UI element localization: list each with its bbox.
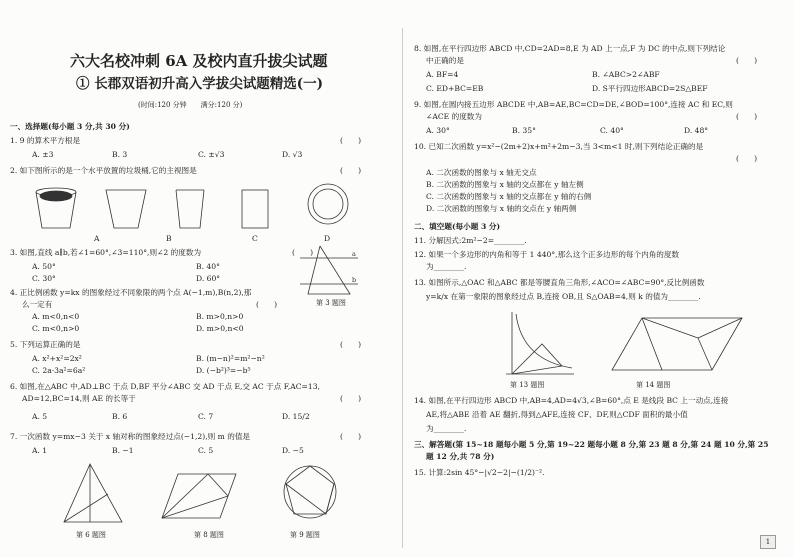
q7-text: 7. 一次函数 y=mx−3 关于 x 轴对称的图象经过点(−1,2),则 m 的值是 <box>10 432 251 441</box>
q3-figure-caption: 第 3 题图 <box>316 299 346 307</box>
q9-option-b: B. 35° <box>512 126 536 135</box>
q5-option-b: B. (m−n)²=m²−n² <box>196 354 265 363</box>
exam-subtitle: ① 长郡双语初升高入学拔尖试题精选(一) <box>76 76 323 92</box>
q6-text-line2: AD=12,BC=14,则 AE 的长等于 <box>22 394 136 403</box>
q9-option-c: C. 40° <box>600 126 624 135</box>
q14-text-line1: 14. 如图,在平行四边形 ABCD 中,AB=4,AD=4√3,∠B=60°,点 E 是线段 BC 上一动点,连接 <box>414 396 729 405</box>
q5-option-a: A. x²+x²=2x² <box>32 354 82 363</box>
q10-option-d: D. 二次函数的图象与 x 轴的交点在 y 轴两侧 <box>426 204 577 213</box>
fig14-parallelogram <box>612 318 742 370</box>
q2-paren: ( ) <box>340 166 362 175</box>
option-b-shape <box>176 190 204 228</box>
q8-text-line1: 8. 如图,在平行四边形 ABCD 中,CD=2AD=8,E 为 AD 上一点,F 为 DC 的中点,则下列结论 <box>414 44 726 53</box>
q3-text: 3. 如图,直线 a∥b,若∠1=60°,∠3=110°,则∠2 的度数为 <box>10 248 202 257</box>
q9-paren: ( ) <box>736 112 758 121</box>
section-3-heading-line2: 题 12 分,共 78 分) <box>426 452 495 461</box>
q1-option-c: C. ±√3 <box>198 150 225 159</box>
q2-label-c: C <box>252 234 258 243</box>
fig13-triangles <box>512 344 562 374</box>
fig6-caption: 第 6 题图 <box>76 531 106 539</box>
fig8-line-be <box>162 474 208 518</box>
q15-text: 15. 计算:2sin 45°−|√2−2|−(1/2)⁻². <box>414 468 545 477</box>
q3-option-b: B. 40° <box>196 262 220 271</box>
q7-option-a: A. 1 <box>32 446 48 455</box>
triangle-shape <box>308 246 350 294</box>
fig8-parallelogram <box>162 474 236 518</box>
q2-label-d: D <box>324 234 331 243</box>
q8-text-line2: 中正确的是 <box>426 56 464 65</box>
fig14-caption: 第 14 题图 <box>636 381 671 389</box>
fig14-line-fd <box>698 318 742 338</box>
q7-option-b: B. −1 <box>112 446 134 455</box>
q8-option-c: C. ED+BC=EB <box>426 84 484 93</box>
q8-paren: ( ) <box>736 56 758 65</box>
q3-figure <box>300 244 360 300</box>
q4-option-c: C. m<0,n>0 <box>32 324 80 333</box>
label-b: b <box>352 276 357 284</box>
fig9-line-ac <box>286 484 326 514</box>
exam-meta: (时间:120 分钟 满分:120 分) <box>138 101 243 109</box>
q1-paren: ( ) <box>340 136 362 145</box>
q9-text-line2: ∠ACE 的度数为 <box>426 112 482 121</box>
q6-option-a: A. 5 <box>32 412 48 421</box>
q9-option-d: D. 48° <box>684 126 709 135</box>
column-divider <box>402 28 403 548</box>
q13-text-line1: 13. 如图所示,△OAC 和△ABC 都是等腰直角三角形,∠ACO=∠ABC=90°,反比例函数 <box>414 278 705 287</box>
q7-paren: ( ) <box>340 432 362 441</box>
q5-option-d: D. (−b²)³=−b⁵ <box>196 366 251 375</box>
q3-option-d: D. 60° <box>196 274 221 283</box>
exam-title: 六大名校冲刺 6A 及校内直升拔尖试题 <box>70 52 328 70</box>
q5-text: 5. 下列运算正确的是 <box>10 340 81 349</box>
fig8-line-ef <box>208 474 228 496</box>
q4-text-line2: 么一定有 <box>22 300 53 309</box>
q10-text: 10. 已知二次函数 y=x²−(2m+2)x+m²+2m−3,当 3<m<1 时,则下列结论正确的是 <box>414 142 704 151</box>
q1-option-d: D. √3 <box>282 150 303 159</box>
fig14-line-ae <box>642 318 662 370</box>
fig14-line-af <box>642 318 698 338</box>
q4-option-b: B. m>0,n>0 <box>196 312 244 321</box>
q2-label-b: B <box>166 234 172 243</box>
q4-option-a: A. m<0,n<0 <box>32 312 80 321</box>
q14-text-line3: 为________. <box>426 424 467 433</box>
option-c-shape <box>242 190 268 228</box>
fig14-line-fc <box>698 338 712 370</box>
q12-text-line2: 为________. <box>426 262 467 271</box>
q8-option-a: A. BF=4 <box>426 70 459 79</box>
q1-option-b: B. 3 <box>112 150 128 159</box>
q7-option-c: C. 5 <box>198 446 214 455</box>
q2-label-a: A <box>94 234 100 243</box>
q9-text-line1: 9. 如图,在圆内接五边形 ABCDE 中,AB=AE,BC=CD=DE,∠BOD=100°,连接 AC 和 EC,则 <box>414 100 733 109</box>
section-3-heading-line1: 三、解答题(第 15~18 题每小题 5 分,第 19~22 题每小题 8 分,第 23 题 8 分,第 24 题 10 分,第 25 <box>414 440 769 449</box>
q2-figures <box>30 182 370 234</box>
q12-text-line1: 12. 如果一个多边形的内角和等于 1 440°,那么这个正多边形的每个内角的度数 <box>414 250 680 259</box>
q13-text-line2: y=k/x 在第一象限的图象经过点 B,连接 OB,且 S△OAB=4,则 k 的值为________. <box>426 292 701 301</box>
q14-text-line2: AE,将△ABE 沿着 AE 翻折,得到△AFE,连接 CF、DF,则△CDF 面积的最小值 <box>426 410 688 419</box>
option-d-inner-circle <box>313 189 343 219</box>
q5-option-c: C. 2a·3a²=6a² <box>32 366 86 375</box>
q6-option-c: C. 7 <box>198 412 214 421</box>
fig13-hyperbola <box>516 314 572 368</box>
q11-text: 11. 分解因式:2m²−2=________. <box>414 236 527 245</box>
q7-option-d: D. −5 <box>282 446 304 455</box>
q4-paren: ( ) <box>256 300 278 309</box>
fig13-caption: 第 13 题图 <box>510 381 545 389</box>
q10-option-c: C. 二次函数的图象与 x 轴的交点都在 y 轴的右侧 <box>426 192 592 201</box>
fig8-line-bf <box>162 496 228 518</box>
fig8-caption: 第 8 题图 <box>194 531 224 539</box>
q13-q14-figures <box>502 308 762 380</box>
q8-option-b: B. ∠ABC>2∠ABF <box>592 70 660 79</box>
q9-option-a: A. 30° <box>426 126 450 135</box>
q4-option-d: D. m>0,n<0 <box>196 324 244 333</box>
q5-paren: ( ) <box>340 340 362 349</box>
q3-paren: ( ) <box>292 248 314 257</box>
q6-option-d: D. 15/2 <box>282 412 310 421</box>
section-2-heading: 二、填空题(每小题 3 分) <box>414 222 501 231</box>
fig9-caption: 第 9 题图 <box>290 531 320 539</box>
q1-text: 1. 9 的算术平方根是 <box>10 136 81 145</box>
q3-option-c: C. 30° <box>32 274 56 283</box>
section-1-heading: 一、选择题(每小题 3 分,共 30 分) <box>10 122 130 131</box>
bottom-figures <box>60 460 360 530</box>
q3-option-a: A. 50° <box>32 262 56 271</box>
fig9-circle <box>284 466 336 518</box>
label-a: a <box>352 250 356 258</box>
q6-text-line1: 6. 如图,在△ABC 中,AD⊥BC 于点 D,BF 平分∠ABC 交 AD 于点 E,交 AC 于点 F,AC=13, <box>10 382 320 391</box>
bucket-inside-shape <box>40 191 72 201</box>
option-a-shape <box>106 190 146 228</box>
q8-option-d: D. S平行四边形ABCD=2S△BEF <box>592 84 708 93</box>
option-d-outer-circle <box>308 184 348 224</box>
fig9-pentagon <box>286 466 334 514</box>
fig6-triangle <box>64 464 122 522</box>
q6-option-b: B. 6 <box>112 412 128 421</box>
q10-option-a: A. 二次函数的图象与 x 轴无交点 <box>426 168 537 177</box>
q10-paren: ( ) <box>736 154 758 163</box>
q4-text-line1: 4. 正比例函数 y=kx 的图象经过不同象限的两个点 A(−1,m),B(n,2),那 <box>10 288 252 297</box>
q10-option-b: B. 二次函数的图象与 x 轴的交点都在 y 轴左侧 <box>426 180 584 189</box>
q6-paren: ( ) <box>340 394 362 403</box>
fig9-line-ec <box>326 484 334 514</box>
page-number: 1 <box>760 535 776 549</box>
q1-option-a: A. ±3 <box>32 150 54 159</box>
q2-text: 2. 如下图所示的是一个水平放置的垃圾桶,它的主视图是 <box>10 166 197 175</box>
